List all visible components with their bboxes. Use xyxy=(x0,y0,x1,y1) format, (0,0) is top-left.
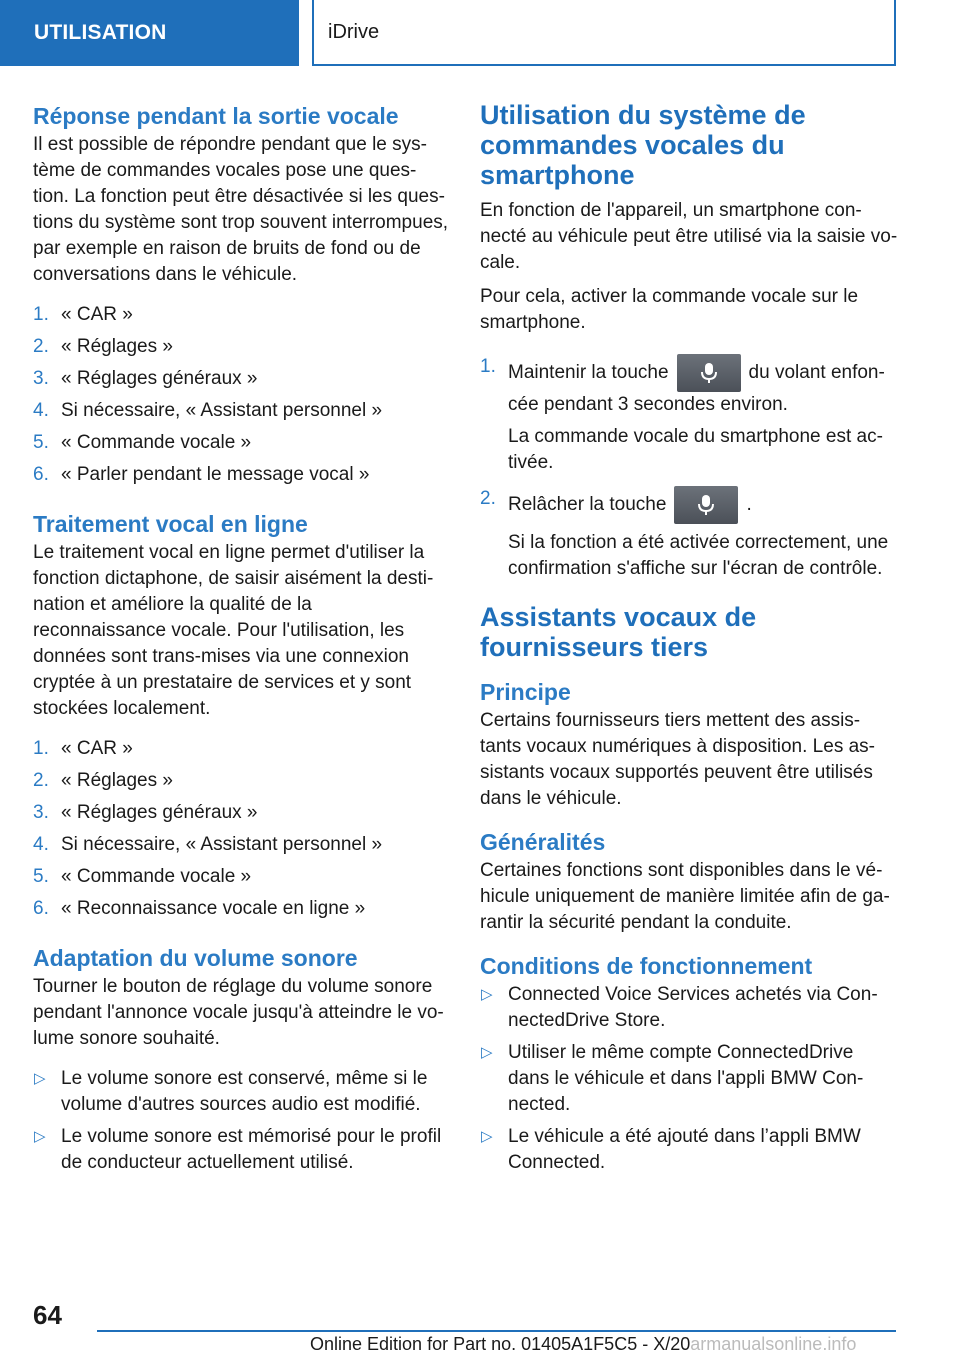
list-item: ▷ Utiliser le même compte ConnectedDrive dans le véhicule et dans l'appli BMW Con-nected. xyxy=(481,1042,864,1115)
list-item: ▷ Le véhicule a été ajouté dans l’appli BMW Connected. xyxy=(481,1126,861,1173)
list-item: ▷ Le volume sonore est conservé, même si le volume d'autres sources audio est modifié. xyxy=(34,1068,428,1115)
microphone-key-icon xyxy=(677,354,741,392)
list-item: 6. « Parler pendant le message vocal » xyxy=(33,464,370,485)
list-item: 2. « Réglages » xyxy=(33,770,173,791)
paragraph-volume: Tourner le bouton de réglage du volume sonore pendant l'annonce vocale jusqu'à atteindre le vo-lume sonore souhaité. xyxy=(33,976,444,1049)
triangle-bullet-icon: ▷ xyxy=(34,1128,46,1145)
steps-list-smartphone xyxy=(480,354,898,582)
microphone-key-icon xyxy=(674,486,738,524)
list-item: 1. « CAR » xyxy=(33,304,133,325)
steps-list-reponse xyxy=(33,302,449,488)
step-result: La commande vocale du smartphone est ac-tivée. xyxy=(508,426,883,473)
heading-conditions: Conditions de fonctionnement xyxy=(480,953,813,979)
list-item: 1. « CAR » xyxy=(33,738,133,759)
page-number: 64 xyxy=(33,1300,62,1330)
bullets-conditions xyxy=(480,982,898,1176)
paragraph-principe: Certains fournisseurs tiers mettent des assis-tants vocaux numériques à disposition. Les as-sistants vocaux supportés peuvent être utilisés dans le véhicule. xyxy=(480,710,875,809)
list-item: ▷ Le volume sonore est mémorisé pour le profil de conducteur actuellement utilisé. xyxy=(34,1126,442,1173)
step-result: Si la fonction a été activée correctement, une confirmation s'affiche sur l'écran de contrôle. xyxy=(508,532,889,579)
watermark: armanualsonline.info xyxy=(690,1334,857,1354)
list-item: 5. « Commande vocale » xyxy=(33,432,252,453)
list-item: 4. Si nécessaire, « Assistant personnel » xyxy=(33,834,383,855)
triangle-bullet-icon: ▷ xyxy=(34,1070,46,1087)
heading-traitement-vocal: Traitement vocal en ligne xyxy=(33,511,308,537)
triangle-bullet-icon: ▷ xyxy=(481,1128,493,1145)
list-item: 1. Maintenir la touche du volant enfon-cée pendant 3 secondes environ. La commande vocale du smartphone est ac-tivée. xyxy=(480,354,898,476)
heading-smartphone-voice: Utilisation du système de commandes vocales du smartphone xyxy=(480,100,806,190)
list-item: 6. « Reconnaissance vocale en ligne » xyxy=(33,898,366,919)
list-item: 4. Si nécessaire, « Assistant personnel » xyxy=(33,400,383,421)
footer-divider xyxy=(97,1330,896,1332)
paragraph-generalites: Certaines fonctions sont disponibles dans le vé-hicule uniquement de manière limitée afin de ga-rantir la sécurité pendant la conduite. xyxy=(480,860,890,933)
bullets-volume xyxy=(33,1066,449,1176)
heading-principe: Principe xyxy=(480,679,571,705)
steps-list-traitement xyxy=(33,736,449,922)
heading-assistants-tiers: Assistants vocaux de fournisseurs tiers xyxy=(480,602,757,662)
footer-edition: Online Edition for Part no. 01405A1F5C5 - X/20armanualsonline.info xyxy=(310,1334,857,1354)
list-item: ▷ Connected Voice Services achetés via Con-nectedDrive Store. xyxy=(481,984,878,1031)
triangle-bullet-icon: ▷ xyxy=(481,1044,493,1061)
triangle-bullet-icon: ▷ xyxy=(481,986,493,1003)
heading-generalites: Généralités xyxy=(480,829,606,855)
list-item: 3. « Réglages généraux » xyxy=(33,802,258,823)
chapter-title: iDrive xyxy=(312,0,896,66)
right-column xyxy=(480,100,898,1182)
list-item: 2. « Réglages » xyxy=(33,336,173,357)
paragraph-smartphone-2: Pour cela, activer la commande vocale sur le smartphone. xyxy=(480,286,859,333)
list-item: 3. « Réglages généraux » xyxy=(33,368,258,389)
left-column xyxy=(33,100,449,1182)
page-header xyxy=(0,0,960,66)
list-item: 2. Relâcher la touche . Si la fonction a été activée correctement, une confirmation s'affiche sur l'écran de contrôle. xyxy=(480,486,898,582)
heading-adaptation-volume: Adaptation du volume sonore xyxy=(33,945,358,971)
paragraph-traitement: Le traitement vocal en ligne permet d'utiliser la fonction dictaphone, de saisir aisément la desti-nation et améliore la qualité de la reconnaissance vocale. Pour l'utilisation, les données sont trans-mises via une connexion cryptée à un prestataire de services et y sont stockées localement. xyxy=(33,542,434,719)
section-tab: UTILISATION xyxy=(0,0,299,66)
paragraph-smartphone-1: En fonction de l'appareil, un smartphone con-necté au véhicule peut être utilisé via la saisie vo-cale. xyxy=(480,200,898,273)
list-item: 5. « Commande vocale » xyxy=(33,866,252,887)
paragraph-reponse: Il est possible de répondre pendant que le sys-tème de commandes vocales pose une ques-tion. La fonction peut être désactivée si les ques-tions du système sont trop souvent interrompues, par exemple en raison de bruits de fond ou de conversations dans le véhicule. xyxy=(33,134,449,285)
heading-reponse-sortie-vocale: Réponse pendant la sortie vocale xyxy=(33,103,399,129)
